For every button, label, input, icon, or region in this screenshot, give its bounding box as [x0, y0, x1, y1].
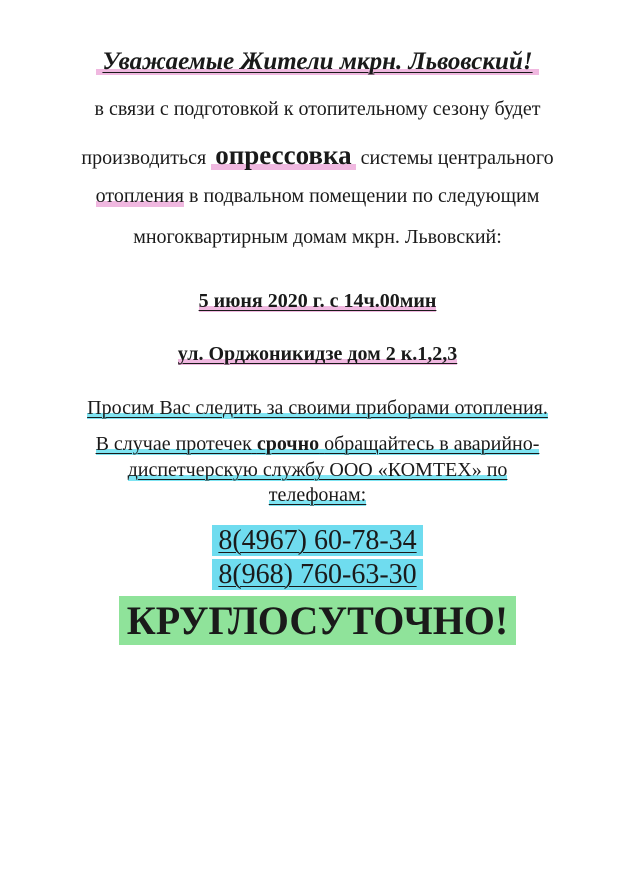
- intro-line-2-after: системы центрального: [360, 147, 554, 169]
- leak-line-2: [0, 459, 635, 482]
- leak-emphasis: срочно: [256, 433, 320, 455]
- leak-line-1: [0, 433, 635, 456]
- leak-line-3: [0, 484, 635, 507]
- intro-line-1: в связи с подготовкой к отопительному сезону будет: [94, 98, 541, 120]
- phone-1: 8(4967) 60-78-34: [212, 525, 422, 556]
- phone-line-1: [0, 525, 635, 557]
- notice-title: [0, 48, 635, 76]
- date-text: 5 июня 2020 г. с 14ч.00мин: [198, 290, 437, 312]
- request-text: Просим Вас следить за своими приборами отопления.: [87, 397, 548, 419]
- emphasis-word: опрессовка: [211, 140, 355, 170]
- intro-line-3: [0, 185, 635, 208]
- phone-line-2: [0, 559, 635, 591]
- leak-before: В случае протечек: [95, 433, 252, 455]
- request-line: [0, 397, 635, 420]
- leak-line-1-text: [96, 433, 540, 455]
- intro-line-2: [0, 140, 635, 171]
- notice-title-text: Уважаемые Жители мкрн. Львовский!: [96, 48, 538, 75]
- around-clock-text: КРУГЛОСУТОЧНО!: [119, 596, 517, 645]
- around-clock-line: [0, 597, 635, 644]
- intro-line-3-rest: в подвальном помещении по следующим: [189, 185, 540, 207]
- leak-line-2-text: диспетчерскую службу ООО «КОМТЕХ» по: [127, 459, 508, 481]
- address-text: ул. Орджоникидзе дом 2 к.1,2,3: [177, 343, 458, 365]
- date-line: [0, 290, 635, 313]
- address-line: [0, 343, 635, 366]
- leak-line-3-text: телефонам:: [268, 484, 367, 506]
- intro-line-4: многоквартирным домам мкрн. Львовский:: [133, 226, 502, 248]
- intro-line-3-highlight: отопления: [95, 185, 185, 207]
- leak-after: обращайтесь в аварийно-: [324, 433, 540, 455]
- phone-2: 8(968) 760-63-30: [212, 559, 422, 590]
- intro-line-2-before: производиться: [81, 147, 207, 169]
